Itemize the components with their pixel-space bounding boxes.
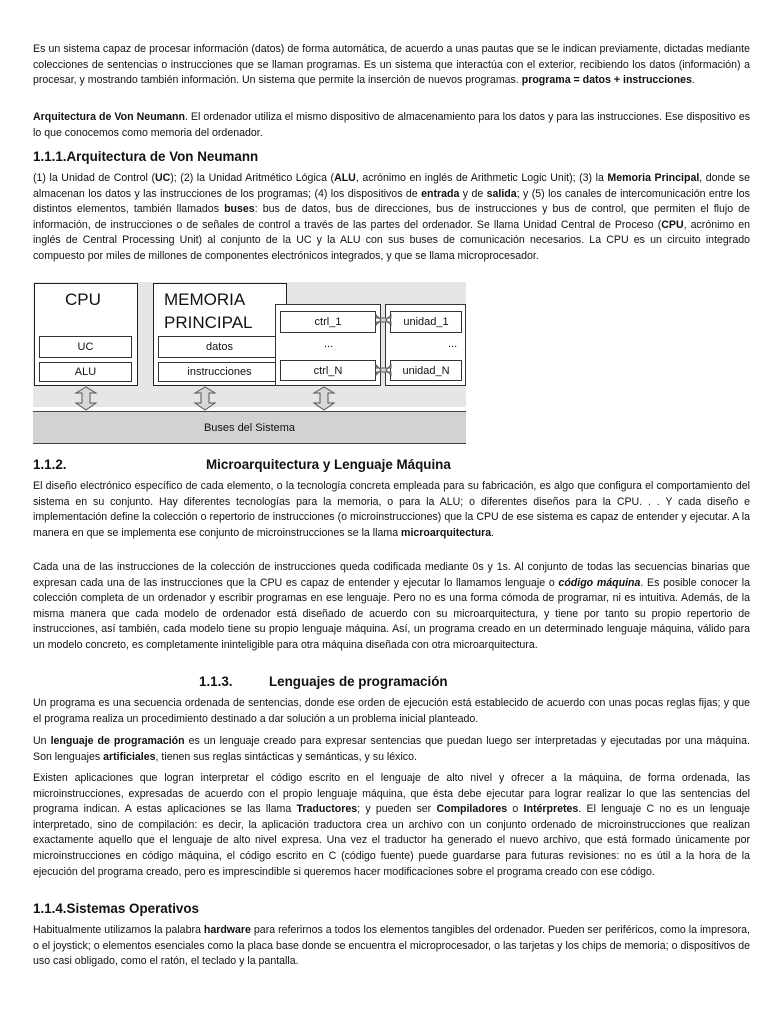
uc-cell: UC [39, 336, 132, 358]
von-neumann-diagram [33, 282, 466, 447]
section-heading-1-1-4: 1.1.4.Sistemas Operativos [33, 901, 199, 916]
cpu-bus-arrow [76, 387, 96, 410]
program-definition-paragraph: Un programa es una secuencia ordenada de sentencias, donde ese orden de ejecución está establecido de acuerdo con unas pocas reglas fijas; y que el programa realiza un procedimiento destinado a dar solución a un problema inicial planteado. [33, 697, 750, 725]
hardware-paragraph: Habitualmente utilizamos la palabra hardware para referirnos a todos los elementos tangibles del ordenador. Pueden ser periféricos, como la impresora, o el joystick; o elementos esenciales como la placa base donde se encuentra el microprocesador, o las tarjetas y los chips de memoria; o dispositivos de uso casi obligado, como el ratón, el teclado y la pantalla. [33, 924, 750, 968]
translators-paragraph: Existen aplicaciones que logran interpretar el código escrito en el lenguaje de alto nivel y ofrecer a la máquina, de forma ordenada, las microinstrucciones, expresadas de acuerdo con el propio lenguaje máquina, que ésta debe ejecutar para lograr realizar lo que las sentencias del programa indican. A estas aplicaciones se las llama Traductores; y pueden ser Compiladores o Intérpretes. El lenguaje C no es un lenguaje interpretado, sino de compilación: es decir, la aplicación traductora crea un archivo con un conjunto ordenado de microinstrucciones que realizan exactamente aquello que el lenguaje de alto nivel expresa. Una vez el traductor ha generado el nuevo archivo, que está formado únicamente por microinstrucciones en código máquina, el código escrito en C (código fuente) puede guardarse para futuras revisiones: no es útil a la hora de la ejecución del programa creado, pero es imprescindible si queremos hacer modificaciones sobre el programa creado con ese código. [33, 772, 750, 878]
components-paragraph: (1) la Unidad de Control (UC); (2) la Unidad Aritmético Lógica (ALU, acrónimo en inglés de Arithmetic Logic Unit); (3) la Memoria Principal, donde se almacenan los datos y las instrucciones de los programas; (4) los dispositivos de entrada y de salida; y (5) los canales de intercomunicación entre los distintos elementos, también llamados buses: bus de datos, bus de direcciones, bus de instrucciones y bus de control, que permiten el flujo de información, de instrucciones o de señales de control a través de las partes del ordenador. Se llama Unidad Central de Proceso (CPU, acrónimo en inglés de Central Processing Unit) al conjunto de la UC y la ALU con sus buses de comunicación necesarios. La CPU es un circuito integrado compuesto por miles de millones de componentes electrónicos integrados, y que se llama microprocesador. [33, 172, 751, 262]
programming-language-paragraph: Un lenguaje de programación es un lenguaje creado para expresar sentencias que puedan luego ser interpretadas y ejecutadas por una máquina. Son lenguajes artificiales, tienen sus reglas sintácticas y semánticas, y su léxico. [33, 735, 750, 763]
unidad-n-cell: unidad_N [390, 360, 462, 381]
machine-code-paragraph: Cada una de las instrucciones de la colección de instrucciones queda codificada mediante 0s y 1s. Al conjunto de todas las secuencias binarias que expresan cada una de las instrucciones que la CPU es capaz de entender y ejecutar lo llamamos lenguaje o código máquina. Es posible conocer la colección completa de un ordenador y escribir programas en ese lenguaje. Pero no es una forma cómoda de programar, ni es intuitiva. Además, de la misma manera que cada modelo de ordenador está diseñado de acuerdo con su microarquitectura, y tiene por tanto su propio repertorio de instrucciones, así también, cada modelo tiene su propio lenguaje máquina. Así, un programa creado en un determinado lenguaje máquina, válido para un modelo concreto, es completamente ininteligible para otra máquina diseñada con otra microarquitectura. [33, 561, 750, 651]
microarchitecture-paragraph: El diseño electrónico específico de cada elemento, o la tecnología concreta empleada para su fabricación, es algo que configura el comportamiento del sistema en su conjunto. Hay diferentes tecnologías para la memoria, o para la ALU; o diferentes diseños para la CPU. . . Y cada diseño e implementación define la colección o repertorio de instrucciones (o microinstrucciones) que la CPU de ese sistema es capaz de entender y ejecutar. A la manera en que se implementa ese conjunto de microinstrucciones se la llama microarquitectura. [33, 480, 750, 539]
section-heading-1-1-1: 1.1.1.Arquitectura de Von Neumann [33, 149, 259, 164]
ctrl-bus-arrow [314, 387, 334, 410]
ctrl-ellipsis: ... [324, 338, 334, 350]
memoria-title-line1: MEMORIA [164, 290, 246, 309]
ctrl-unidad-arrow-bottom [376, 365, 391, 375]
intro-paragraph: Es un sistema capaz de procesar información (datos) de forma automática, de acuerdo a unas pautas que se le indican previamente, dictadas mediante colecciones de sentencias o instrucciones que se llaman programas. Es un sistema que interactúa con el exterior, recibiendo los datos (información) a procesar, y mostrando también información. Un sistema que permite la inserción de nuevos programas. programa = datos + instrucciones. [33, 43, 750, 87]
memoria-bus-arrow [195, 387, 215, 410]
ctrl-1-cell: ctrl_1 [280, 311, 376, 333]
system-bus-bar: Buses del Sistema [33, 411, 466, 444]
von-neumann-paragraph: Arquitectura de Von Neumann. El ordenador utiliza el mismo dispositivo de almacenamiento para los datos y para las instrucciones. Ese dispositivo es lo que conocemos como memoria del ordenador. [33, 111, 751, 139]
ctrl-unidad-arrow-top [376, 315, 391, 325]
instrucciones-cell: instrucciones [158, 362, 281, 382]
cpu-title: CPU [65, 290, 101, 309]
datos-cell: datos [158, 336, 281, 358]
section-heading-1-1-3: 1.1.3. Lenguajes de programación [199, 674, 448, 689]
memoria-title-line2: PRINCIPAL [164, 313, 253, 332]
unidad-1-cell: unidad_1 [390, 311, 462, 333]
ctrl-n-cell: ctrl_N [280, 360, 376, 381]
alu-cell: ALU [39, 362, 132, 382]
section-heading-1-1-2: 1.1.2. Microarquitectura y Lenguaje Máquina [33, 457, 451, 472]
unidad-ellipsis: ... [448, 338, 458, 350]
